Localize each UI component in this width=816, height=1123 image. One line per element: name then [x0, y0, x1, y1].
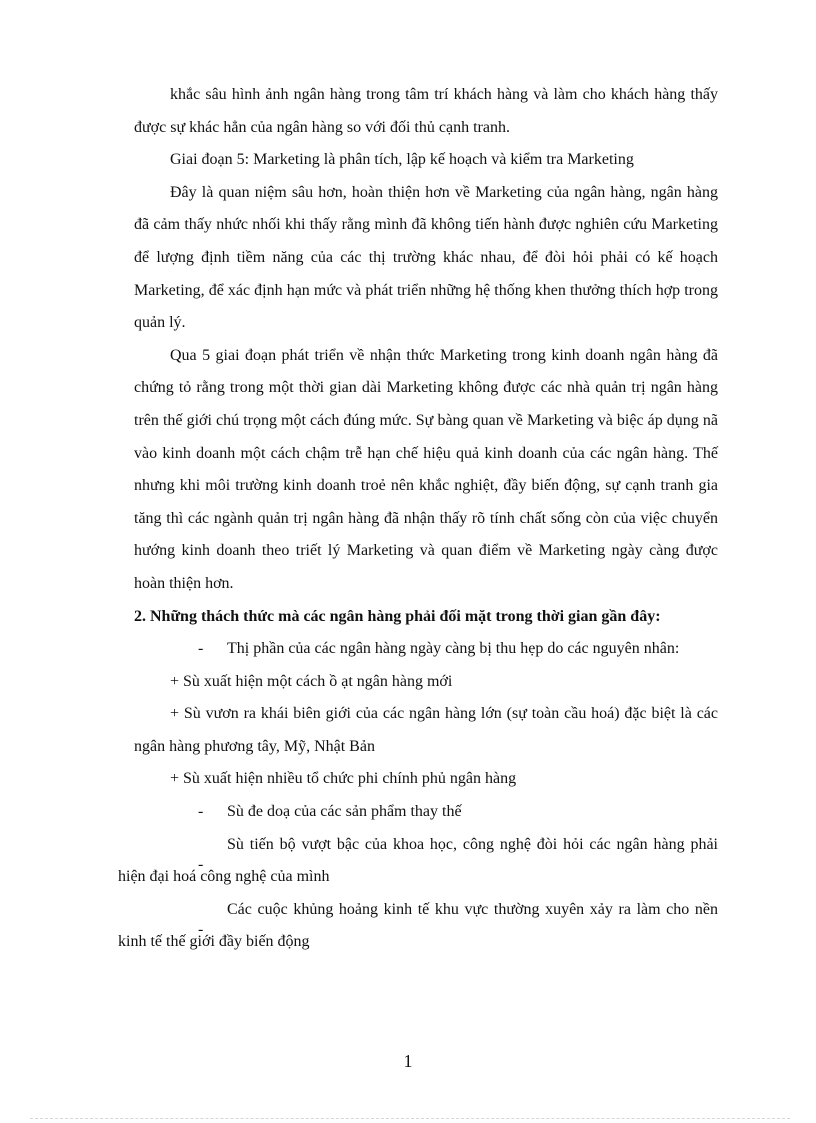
- list-item-text: Sù đe doạ của các sản phẩm thay thế: [227, 803, 462, 821]
- paragraph-stage-5-detail: Đây là quan niệm sâu hơn, hoàn thiện hơn về Marketing của ngân hàng, ngân hàng đã cảm thấy nhức nhối khi thấy rằng mình đã không tiến hành được nghiên cứu Marketing để lượng định tiềm năng của các thị trường khác nhau, để đòi hỏi phải có kế hoạch Marketing, để xác định hạn mức và phát triển những hệ thống khen thưởng thích hợp trong quản lý.: [134, 183, 718, 332]
- paragraph-stage-5: Giai đoạn 5: Marketing là phân tích, lập kế hoạch và kiểm tra Marketing: [170, 151, 634, 169]
- page-bottom-divider: [30, 1118, 790, 1119]
- dash-marker: -: [198, 855, 204, 873]
- paragraph-continuation: khắc sâu hình ảnh ngân hàng trong tâm trí khách hàng và làm cho khách hàng thấy được sự khác hẳn của ngân hàng so với đối thủ cạnh tranh.: [134, 86, 718, 136]
- dash-marker: -: [198, 640, 204, 658]
- list-item-text: Thị phần của các ngân hàng ngày càng bị thu hẹp do các nguyên nhân:: [227, 640, 680, 658]
- dash-marker: -: [198, 920, 204, 938]
- sub-list-item: + Sù xuất hiện một cách ồ ạt ngân hàng mới: [170, 672, 453, 690]
- section-heading: 2. Những thách thức mà các ngân hàng phải đối mặt trong thời gian gần đây:: [134, 607, 661, 625]
- list-item: [118, 829, 718, 894]
- list-item: [118, 894, 718, 959]
- list-item-text: Sù tiến bộ vượt bậc của khoa học, công nghệ đòi hỏi các ngân hàng phải hiện đại hoá công nghệ của mình: [118, 835, 718, 886]
- sub-list-item: + Sù vươn ra khái biên giới của các ngân hàng lớn (sự toàn cầu hoá) đặc biệt là các ngân hàng phương tây, Mỹ, Nhật Bản: [134, 705, 718, 755]
- body-text: [118, 79, 718, 959]
- list-item: [134, 796, 718, 829]
- list-item-text: Các cuộc khủng hoảng kinh tế khu vực thường xuyên xảy ra làm cho nền kinh tế thế giới đầy biến động: [118, 900, 718, 951]
- list-item: [134, 633, 718, 666]
- dash-marker: -: [198, 803, 204, 821]
- page-number: 1: [403, 1051, 413, 1071]
- sub-list-item: + Sù xuất hiện nhiều tổ chức phi chính phủ ngân hàng: [170, 770, 517, 788]
- paragraph-summary: Qua 5 giai đoạn phát triển về nhận thức Marketing trong kinh doanh ngân hàng đã chứng tỏ rằng trong một thời gian dài Marketing không được các nhà quản trị ngân hàng trên thế giới chú trọng một cách đúng mức. Sự bàng quan về Marketing và biệc áp dụng nã vào kinh doanh một cách chậm trễ hạn chế hiệu quả kinh doanh của các ngân hàng. Thế nhưng khi môi trường kinh doanh troẻ nên khắc nghiệt, đầy biến động, sự cạnh tranh gia tăng thì các ngành quản trị ngân hàng đã nhận thấy rõ tính chất sống còn của việc chuyển hướng kinh doanh theo triết lý Marketing và quan điểm về Marketing ngày càng được hoàn thiện hơn.: [134, 346, 718, 592]
